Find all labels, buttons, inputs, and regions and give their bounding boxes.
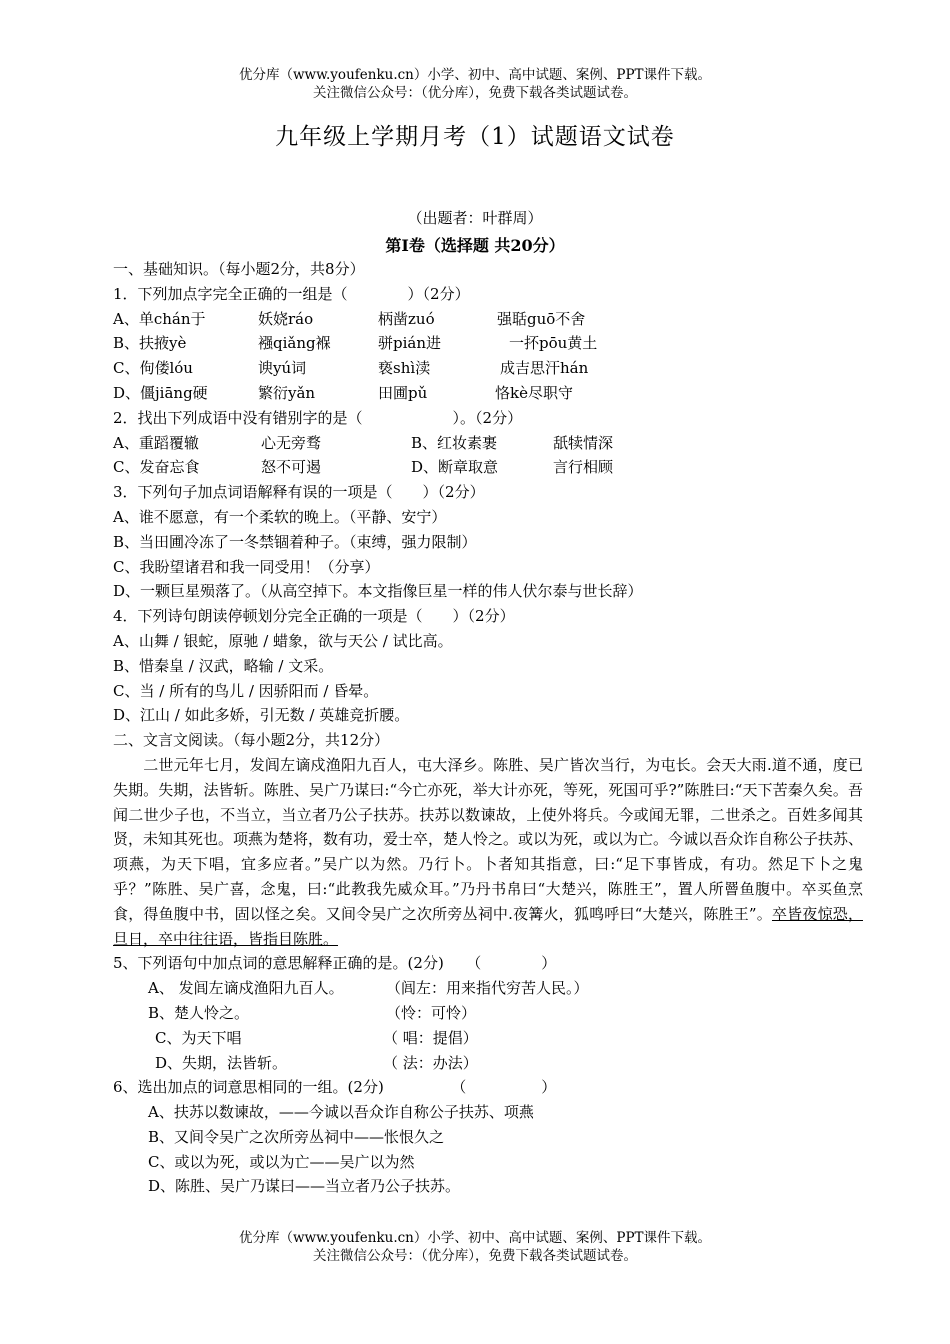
section-1-heading: 一、基础知识。（每小题2分，共8分） [113,260,365,278]
q6-option-b: B、又间令吴广之次所旁丛祠中——怅恨久之 [148,1127,445,1146]
q1-b-3: 骈pián进 [378,334,442,353]
q4-option-d: D、江山 / 如此多娇，引无数 / 英雄竞折腰。 [113,706,410,725]
q1-a-2: 妖娆ráo [258,309,314,328]
q5-a-note: （闾左：用来指代穷苦人民。） [386,979,589,998]
q3-option-b: B、当田圃冷冻了一冬禁锢着种子。（束缚，强力限制） [113,532,477,551]
q5-b-note: （怜：可怜） [386,1003,477,1022]
q1-d-2: 繁衍yǎn [258,383,316,402]
q5-option-c [113,1026,863,1051]
q1-a-1: A、单chán于 [113,309,206,328]
q1-c-3: 亵shì渎 [378,359,431,378]
header-line-2: 关注微信公众号：（优分库），免费下载各类试题试卷。 [313,85,637,101]
section-2-heading: 二、文言文阅读。（每小题2分，共12分） [113,731,390,750]
classical-passage [113,753,863,951]
q1-c-1: C、佝偻lóu [113,359,193,378]
exam-content [113,257,863,1199]
q3-option-d: D、一颗巨星殒落了。（从高空掉下。本文指像巨星一样的伟人伏尔泰与世长辞） [113,582,643,601]
q4-option-c: C、当 / 所有的鸟儿 / 因骄阳而 / 昏晕。 [113,681,379,700]
q5-option-a [113,976,863,1001]
q5-option-b [113,1001,863,1026]
q1-a-4: 强聒guō不舍 [497,309,586,328]
q2-2-1: C、发奋忘食 [113,458,200,477]
footer-line-1: 优分库（www.youfenku.cn）小学、初中、高中试题、案例、PPT课件下载。 [238,1230,712,1246]
q2-stem: 2．找出下列成语中没有错别字的是（ ）。（2分） [113,408,523,427]
footer-line-2: 关注微信公众号：（优分库），免费下载各类试题试卷。 [313,1248,637,1264]
q1-d-3: 田圃pǔ [378,383,428,402]
q1-b-2: 襁qiǎng褓 [258,334,331,353]
q2-2-3: D、断章取意 [411,458,499,477]
q6-option-c: C、或以为死，或以为亡——吴广以为然 [148,1152,415,1171]
q2-option-row-1 [113,431,863,456]
q2-1-2: 心无旁骛 [261,433,322,452]
q5-c-text: C、为天下唱 [155,1028,242,1047]
volume-heading: 第Ⅰ卷（选择题 共20分） [385,236,565,255]
q5-d-note: （ 法：办法） [383,1053,478,1072]
q1-a-3: 柄凿zuó [378,309,435,328]
q3-option-a: A、谁不愿意，有一个柔软的晚上。（平静、安宁） [113,507,447,526]
q2-1-4: 舐犊情深 [553,433,614,452]
q4-option-b: B、惜秦皇 / 汉武，略输 / 文采。 [113,656,334,675]
q3-stem: 3．下列句子加点词语解释有误的一项是（ ）（2分） [113,483,485,502]
q2-2-2: 怒不可遏 [261,458,322,477]
q1-stem: 1．下列加点字完全正确的一组是（ ）（2分） [113,284,470,303]
q5-b-text: B、楚人怜之。 [148,1003,250,1022]
q6-option-a: A、扶苏以数谏故，——今诚以吾众诈自称公子扶苏、项燕 [148,1103,534,1122]
q1-c-2: 谀yú词 [258,359,307,378]
q2-option-row-2 [113,455,863,480]
q1-option-row-a [113,307,863,332]
q1-c-4: 成吉思汗hán [500,359,589,378]
q5-stem: 5、下列语句中加点词的意思解释正确的是。(2分) （ ） [113,954,557,973]
page-title: 九年级上学期月考（1）试题语文试卷 [275,124,675,150]
q6-option-d: D、陈胜、吴广乃谋曰——当立者乃公子扶苏。 [148,1177,461,1196]
q6-stem: 6、选出加点的词意思相同的一组。(2分) （ ） [113,1078,557,1097]
q1-d-1: D、僵jiāng硬 [113,383,208,402]
q1-option-row-d [113,381,863,406]
q2-1-3: B、红妆素裹 [411,433,498,452]
author-line: （出题者：叶群周） [407,209,543,227]
q2-1-1: A、重蹈覆辙 [113,433,199,452]
q1-d-4: 恪kè尽职守 [495,383,573,402]
q5-c-note: （ 唱：提倡） [383,1028,478,1047]
q5-d-text: D、失期，法皆斩。 [155,1053,288,1072]
passage-text: 二世元年七月，发闾左谪戍渔阳九百人，屯大泽乡。陈胜、吴广皆次当行，为屯长。会天大雨.道不通，度已失期。失期，法皆斩。陈胜、吴广乃谋曰:“今亡亦死，举大计亦死，等死，死国可乎?”陈胜曰:“天下苦秦久矣。吾闻二世少子也，不当立，当立者乃公子扶苏。扶苏以数谏故，上使外将兵。今或闻无罪，二世杀之。百姓多闻其贤，未知其死也。项燕为楚将，数有功，爱士卒，楚人怜之。或以为死，或以为亡。今诚以吾众诈自称公子扶苏、项燕，为天下唱，宜多应者。”吴广以为然。乃行卜。卜者知其指意，曰:“足下事皆成，有功。然足下卜之鬼乎？”陈胜、吴广喜，念鬼，曰:“此教我先威众耳。”乃丹书帛曰“大楚兴，陈胜王”，置人所罾鱼腹中。卒买鱼烹食，得鱼腹中书，固以怪之矣。又间令吴广之次所旁丛祠中.夜篝火，狐鸣呼曰“大楚兴，陈胜王”。 [113,755,864,923]
q4-option-a: A、山舞 / 银蛇，原驰 / 蜡象，欲与天公 / 试比高。 [113,631,453,650]
q3-option-c: C、我盼望诸君和我一同受用！（分享） [113,557,380,576]
header-line-1: 优分库（www.youfenku.cn）小学、初中、高中试题、案例、PPT课件下载。 [238,67,712,83]
q5-option-d [113,1051,863,1076]
q1-b-1: B、扶掖yè [113,334,187,353]
q1-option-row-c [113,356,863,381]
q5-a-text: A、 发闾左谪戍渔阳九百人。 [148,979,344,998]
q1-option-row-b [113,331,863,356]
q4-stem: 4．下列诗句朗读停顿划分完全正确的一项是（ ）（2分） [113,607,515,626]
passage-underlined-text: 卒皆夜惊恐，旦日，卒中往往语，皆指目陈胜。 [113,904,863,948]
q2-2-4: 言行相顾 [553,458,614,477]
q1-b-4: 一抔pōu黄土 [509,334,598,353]
